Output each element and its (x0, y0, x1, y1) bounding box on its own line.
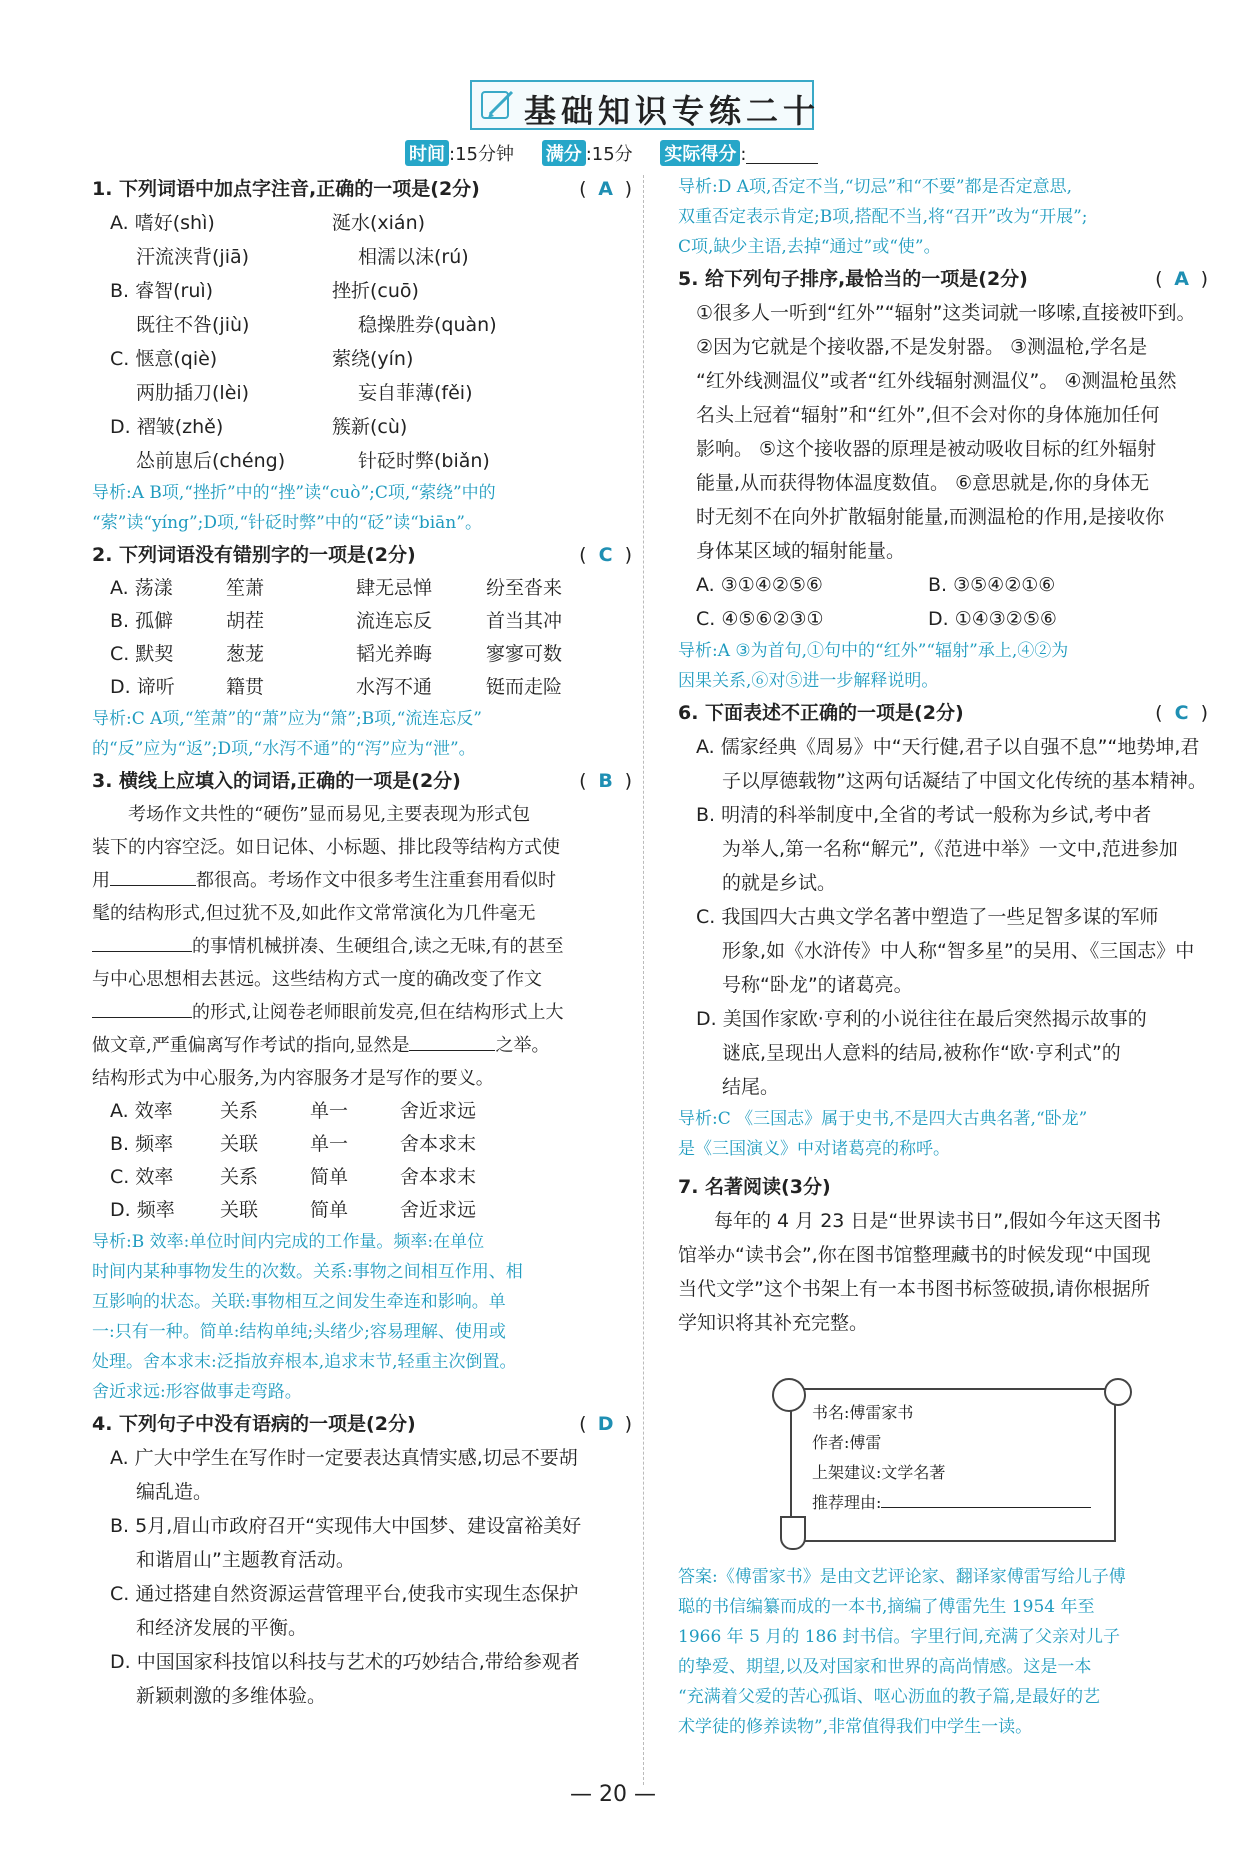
q1-guide (92, 478, 632, 538)
actual-score-blank[interactable] (746, 147, 818, 164)
q5-line: ①很多人一听到“红外”“辐射”这类词就一哆嗦,直接被吓到。 (696, 302, 1196, 324)
guide-line: 互影响的状态。关联:事物相互之间发生牵连和影响。单 (92, 1292, 506, 1312)
passage-fragment: 之举。 (495, 1035, 550, 1056)
q1-stem (92, 172, 632, 206)
q1-row (92, 240, 632, 274)
q2-row (92, 572, 632, 605)
q5-line: 能量,从而获得物体温度数值。 ⑥意思就是,你的身体无 (696, 472, 1150, 494)
q3-cell: 关系 (220, 1100, 259, 1122)
scroll-roll-left (772, 1378, 806, 1412)
q2-stem (92, 538, 632, 572)
guide-line: 导析:D A项,否定不当,“切忌”和“不要”都是否定意思, (678, 177, 1073, 197)
q3-cell: 关系 (220, 1166, 259, 1188)
q1-option-text: D. 褶皱(zhě) (110, 416, 224, 438)
q6-line: 为举人,第一名称“解元”,《范进中举》一文中,范进参加 (722, 838, 1178, 860)
q3-cell: 简单 (310, 1199, 349, 1221)
q4-line: 和谐眉山”主题教育活动。 (136, 1549, 355, 1571)
guide-line: 因果关系,⑥对⑤进一步解释说明。 (678, 671, 939, 691)
answer-line: 1966 年 5 月的 186 封书信。字里行间,充满了父亲对儿子 (678, 1627, 1120, 1647)
q7-answer (678, 1562, 1126, 1742)
q4-guide (678, 172, 1208, 262)
answer-line: 术学徒的修养读物”,非常值得我们中学生一读。 (678, 1717, 1033, 1737)
column-divider (643, 175, 644, 1785)
shelf-suggestion-field: 上架建议:文学名著 (812, 1463, 946, 1482)
q5-line: 影响。 ⑤这个接收器的原理是被动吸收目标的红外辐射 (696, 438, 1157, 460)
q5-option: A. ③①④②⑤⑥ (696, 574, 823, 596)
q6-answer: C (1174, 702, 1189, 724)
q6-line: 号称“卧龙”的诸葛亮。 (722, 974, 913, 996)
q5-option: C. ④⑤⑥②③① (696, 608, 824, 630)
q1-option-text: 簇新(cù) (332, 416, 408, 438)
passage-fragment: 的形式,让阅卷老师眼前发亮,但在结构形式上大 (192, 1002, 564, 1023)
answer-line: 答案:《傅雷家书》是由文艺评论家、翻译家傅雷写给儿子傅 (678, 1567, 1126, 1587)
q2-row (92, 671, 632, 704)
page-title: 基础知识专练二十 (524, 92, 821, 130)
guide-line: 时间内某种事物发生的次数。关系:事物之间相互作用、相 (92, 1262, 523, 1282)
q3-cell: D. 频率 (110, 1199, 175, 1221)
q1-option-text: 既往不咎(jiù) (136, 314, 250, 336)
q2-answer-bracket: ( C ) (579, 538, 632, 572)
q7-stem (678, 1170, 1208, 1204)
q2-cell: B. 孤僻 (110, 610, 174, 632)
q3-passage (92, 798, 632, 1095)
guide-line: 是《三国演义》中对诸葛亮的称呼。 (678, 1139, 950, 1159)
q2-cell: 纷至沓来 (486, 577, 563, 599)
left-column (92, 172, 632, 1713)
q6-stem-text: 6. 下面表述不正确的一项是(2分) (678, 702, 964, 724)
q3-row (92, 1161, 632, 1194)
q2-row (92, 638, 632, 671)
q1-row (92, 410, 632, 444)
q3-cell: C. 效率 (110, 1166, 174, 1188)
q6-answer-bracket: ( C ) (1155, 696, 1208, 730)
q4-line: 编乱造。 (136, 1481, 213, 1503)
q4-line: A. 广大中学生在写作时一定要表达真情实感,切忌不要胡 (110, 1447, 578, 1469)
actual-score-label: 实际得分 (660, 140, 740, 166)
q1-option-text: B. 睿智(ruì) (110, 280, 214, 302)
guide-line: C项,缺少主语,去掉“通过”或“使”。 (678, 237, 941, 257)
q3-cell: 舍本求末 (400, 1166, 477, 1188)
score-label: 满分 (542, 140, 586, 166)
q6-guide (678, 1104, 1208, 1164)
q2-cell: 韬光养晦 (356, 643, 433, 665)
q2-cell: 肆无忌惮 (356, 577, 433, 599)
q6-line: B. 明清的科举制度中,全省的考试一般称为乡试,考中者 (696, 804, 1152, 826)
passage-fragment: 用 (92, 870, 110, 891)
actual-score-value: : (740, 144, 747, 165)
answer-line: “充满着父爱的苦心孤诣、呕心沥血的教子篇,是最好的艺 (678, 1687, 1101, 1707)
q4-answer-bracket: ( D ) (579, 1407, 632, 1441)
q3-cell: 关联 (220, 1199, 259, 1221)
guide-line: 双重否定表示肯定;B项,搭配不当,将“召开”改为“开展”; (678, 207, 1088, 227)
q7-line: 学知识将其补充完整。 (678, 1312, 869, 1334)
q5-option: B. ③⑤④②①⑥ (928, 574, 1056, 596)
q1-option-text: 针砭时弊(biǎn) (358, 450, 490, 472)
q2-cell: 寥寥可数 (486, 643, 563, 665)
right-column (678, 172, 1208, 1340)
q1-option-text: 稳操胜券(quàn) (358, 314, 497, 336)
time-label: 时间 (405, 140, 449, 166)
page-number: — 20 — (570, 1782, 656, 1807)
passage-line: 考场作文共性的“硬伤”显而易见,主要表现为形式包 (128, 804, 531, 825)
q3-cell: B. 频率 (110, 1133, 174, 1155)
q3-answer-bracket: ( B ) (579, 764, 632, 798)
q1-row (92, 444, 632, 478)
q2-cell: 葱茏 (226, 643, 265, 665)
q2-cell: A. 荡漾 (110, 577, 173, 599)
q6-line: 谜底,呈现出人意料的结局,被称作“欧·亨利式”的 (722, 1042, 1121, 1064)
guide-line: 导析:B 效率:单位时间内完成的工作量。频率:在单位 (92, 1232, 485, 1252)
book-label-card (772, 1378, 1132, 1550)
q4-line: B. 5月,眉山市政府召开“实现伟大中国梦、建设富裕美好 (110, 1515, 582, 1537)
q5-answer-bracket: ( A ) (1155, 262, 1208, 296)
reason-field (812, 1490, 1091, 1513)
q5-line: 名头上冠着“辐射”和“红外”,但不会对你的身体施加任何 (696, 404, 1160, 426)
q3-row (92, 1194, 632, 1227)
q1-answer: A (598, 178, 613, 200)
q5-options-row (678, 568, 1208, 602)
q2-stem-text: 2. 下列词语没有错别字的一项是(2分) (92, 544, 416, 566)
author-field: 作者:傅雷 (812, 1433, 882, 1452)
q1-option-text: A. 嗜好(shì) (110, 212, 215, 234)
q4-line: D. 中国国家科技馆以科技与艺术的巧妙结合,带给参观者 (110, 1651, 580, 1673)
q1-option-text: 涎水(xián) (332, 212, 426, 234)
guide-line: 导析:A B项,“挫折”中的“挫”读“cuò”;C项,“萦绕”中的 (92, 483, 496, 503)
q3-stem (92, 764, 632, 798)
q1-row (92, 376, 632, 410)
q3-cell: 单一 (310, 1133, 349, 1155)
q6-line: 结尾。 (722, 1076, 780, 1098)
q3-cell: 舍近求远 (400, 1100, 477, 1122)
q5-line: 身体某区域的辐射能量。 (696, 540, 906, 562)
q6-line: A. 儒家经典《周易》中“天行健,君子以自强不息”“地势坤,君 (696, 736, 1200, 758)
guide-line: 一:只有一种。简单:结构单纯;头绪少;容易理解、使用或 (92, 1322, 506, 1342)
q3-row (92, 1095, 632, 1128)
score-value: :15分 (585, 144, 633, 165)
q1-row (92, 342, 632, 376)
passage-line (92, 996, 632, 1029)
q3-cell: 舍本求末 (400, 1133, 477, 1155)
fill-blank-2[interactable] (92, 937, 192, 952)
q3-cell: A. 效率 (110, 1100, 173, 1122)
pencil-note-icon (480, 88, 516, 122)
q6-line: 形象,如《水浒传》中人称“智多星”的吴用、《三国志》中 (722, 940, 1195, 962)
passage-fragment: 做文章,严重偏离写作考试的指向,显然是 (92, 1035, 410, 1056)
q1-stem-text: 1. 下列词语中加点字注音,正确的一项是(2分) (92, 178, 480, 200)
q1-row (92, 206, 632, 240)
passage-line: 结构形式为中心服务,为内容服务才是写作的要义。 (92, 1068, 494, 1089)
q1-option-text: 相濡以沫(rú) (358, 246, 469, 268)
q2-answer: C (598, 544, 613, 566)
q1-option-text: 汗流浃背(jiā) (136, 246, 250, 268)
q3-cell: 舍近求远 (400, 1199, 477, 1221)
fill-blank-3[interactable] (92, 1003, 192, 1018)
passage-line (92, 930, 632, 963)
q1-option-text: 挫折(cuō) (332, 280, 419, 302)
guide-line: 舍近求远:形容做事走弯路。 (92, 1382, 302, 1402)
q2-cell: 水泻不通 (356, 676, 433, 698)
q1-row (92, 308, 632, 342)
q3-row (92, 1128, 632, 1161)
reason-blank[interactable] (881, 1495, 1091, 1508)
guide-line: 导析:C A项,“笙萧”的“萧”应为“箫”;B项,“流连忘反” (92, 709, 482, 729)
q6-line: D. 美国作家欧·亨利的小说往往在最后突然揭示故事的 (696, 1008, 1147, 1030)
guide-line: 导析:C 《三国志》属于史书,不是四大古典名著,“卧龙” (678, 1109, 1088, 1129)
title-banner (470, 80, 821, 130)
q1-row (92, 274, 632, 308)
q4-line: 和经济发展的平衡。 (136, 1617, 308, 1639)
q5-stem (678, 262, 1208, 296)
time-value: :15分钟 (449, 144, 514, 165)
q2-cell: C. 默契 (110, 643, 174, 665)
q7-line: 当代文学”这个书架上有一本书图书标签破损,请你根据所 (678, 1278, 1150, 1300)
passage-fragment: 的事情机械拼凑、生硬组合,读之无味,有的甚至 (192, 936, 564, 957)
q1-option-text: 两肋插刀(lèi) (136, 382, 250, 404)
q5-line: “红外线测温仪”或者“红外线辐射测温仪”。 ④测温枪虽然 (696, 370, 1177, 392)
q5-guide (678, 636, 1208, 696)
q6-line: C. 我国四大古典文学名著中塑造了一些足智多谋的军师 (696, 906, 1159, 928)
q1-option-text: C. 惬意(qiè) (110, 348, 218, 370)
q1-option-text: 怂前崽后(chéng) (136, 450, 286, 472)
q3-cell: 简单 (310, 1166, 349, 1188)
q2-cell: 流连忘反 (356, 610, 433, 632)
q4-line: 新颖刺激的多维体验。 (136, 1685, 327, 1707)
q5-stem-text: 5. 给下列句子排序,最恰当的一项是(2分) (678, 268, 1028, 290)
guide-line: 处理。舍本求末:泛指放弃根本,追求末节,轻重主次倒置。 (92, 1352, 517, 1372)
passage-fragment: 都很高。考场作文中很多考生注重套用看似时 (196, 870, 556, 891)
q6-line: 的就是乡试。 (722, 872, 837, 894)
q2-cell: D. 谛听 (110, 676, 175, 698)
q3-stem-text: 3. 横线上应填入的词语,正确的一项是(2分) (92, 770, 461, 792)
q2-cell: 胡茬 (226, 610, 265, 632)
q2-guide (92, 704, 632, 764)
q4-answer: D (597, 1413, 614, 1435)
q7-stem-text: 7. 名著阅读(3分) (678, 1176, 831, 1198)
q3-cell: 关联 (220, 1133, 259, 1155)
q2-cell: 首当其冲 (486, 610, 563, 632)
q5-line: ②因为它就是个接收器,不是发射器。 ③测温枪,学名是 (696, 336, 1148, 358)
fill-blank-1[interactable] (110, 871, 196, 886)
passage-line: 髦的结构形式,但过犹不及,如此作文常常演化为几件毫无 (92, 903, 536, 924)
q6-line: 子以厚德载物”这两句话凝结了中国文化传统的基本精神。 (722, 770, 1207, 792)
q1-option-text: 萦绕(yín) (332, 348, 414, 370)
guide-line: 导析:A ③为首句,①句中的“红外”“辐射”承上,④②为 (678, 641, 1069, 661)
q1-option-text: 妄自菲薄(fěi) (358, 382, 473, 404)
q1-answer-bracket: ( A ) (579, 172, 632, 206)
q5-option: D. ①④③②⑤⑥ (928, 608, 1057, 630)
q7-line: 每年的 4 月 23 日是“世界读书日”,假如今年这天图书 (714, 1210, 1162, 1232)
answer-line: 的挚爱、期望,以及对国家和世界的高尚情感。这是一本 (678, 1657, 1092, 1677)
q6-stem (678, 696, 1208, 730)
meta-bar (405, 140, 818, 166)
q3-answer: B (598, 770, 613, 792)
q4-stem-text: 4. 下列句子中没有语病的一项是(2分) (92, 1413, 416, 1435)
q2-cell: 铤而走险 (486, 676, 563, 698)
book-title-field: 书名:傅雷家书 (812, 1403, 914, 1422)
q5-options-row (678, 602, 1208, 636)
q2-cell: 笙萧 (226, 577, 265, 599)
fill-blank-4[interactable] (409, 1036, 495, 1051)
scroll-foot (780, 1516, 806, 1550)
q5-line: 时无刻不在向外扩散辐射能量,而测温枪的作用,是接收你 (696, 506, 1165, 528)
answer-line: 聪的书信编纂而成的一本书,摘编了傅雷先生 1954 年至 (678, 1597, 1095, 1617)
q2-row (92, 605, 632, 638)
q3-cell: 单一 (310, 1100, 349, 1122)
title-box (470, 80, 821, 130)
q4-stem (92, 1407, 632, 1441)
reason-label: 推荐理由: (812, 1493, 882, 1512)
scroll-roll-right (1104, 1378, 1132, 1406)
q3-guide (92, 1227, 632, 1407)
passage-line: 装下的内容空泛。如日记体、小标题、排比段等结构方式使 (92, 837, 560, 858)
guide-line: 的“反”应为“返”;D项,“水泻不通”的“泻”应为“泄”。 (92, 739, 476, 759)
q2-cell: 籍贯 (226, 676, 265, 698)
guide-line: “萦”读“yíng”;D项,“针砭时弊”中的“砭”读“biān”。 (92, 513, 482, 533)
q7-line: 馆举办“读书会”,你在图书馆整理藏书的时候发现“中国现 (678, 1244, 1151, 1266)
passage-line (92, 864, 632, 897)
q5-answer: A (1174, 268, 1189, 290)
q4-line: C. 通过搭建自然资源运营管理平台,使我市实现生态保护 (110, 1583, 579, 1605)
passage-line: 与中心思想相去甚远。这些结构方式一度的确改变了作文 (92, 969, 542, 990)
passage-line (92, 1029, 632, 1062)
